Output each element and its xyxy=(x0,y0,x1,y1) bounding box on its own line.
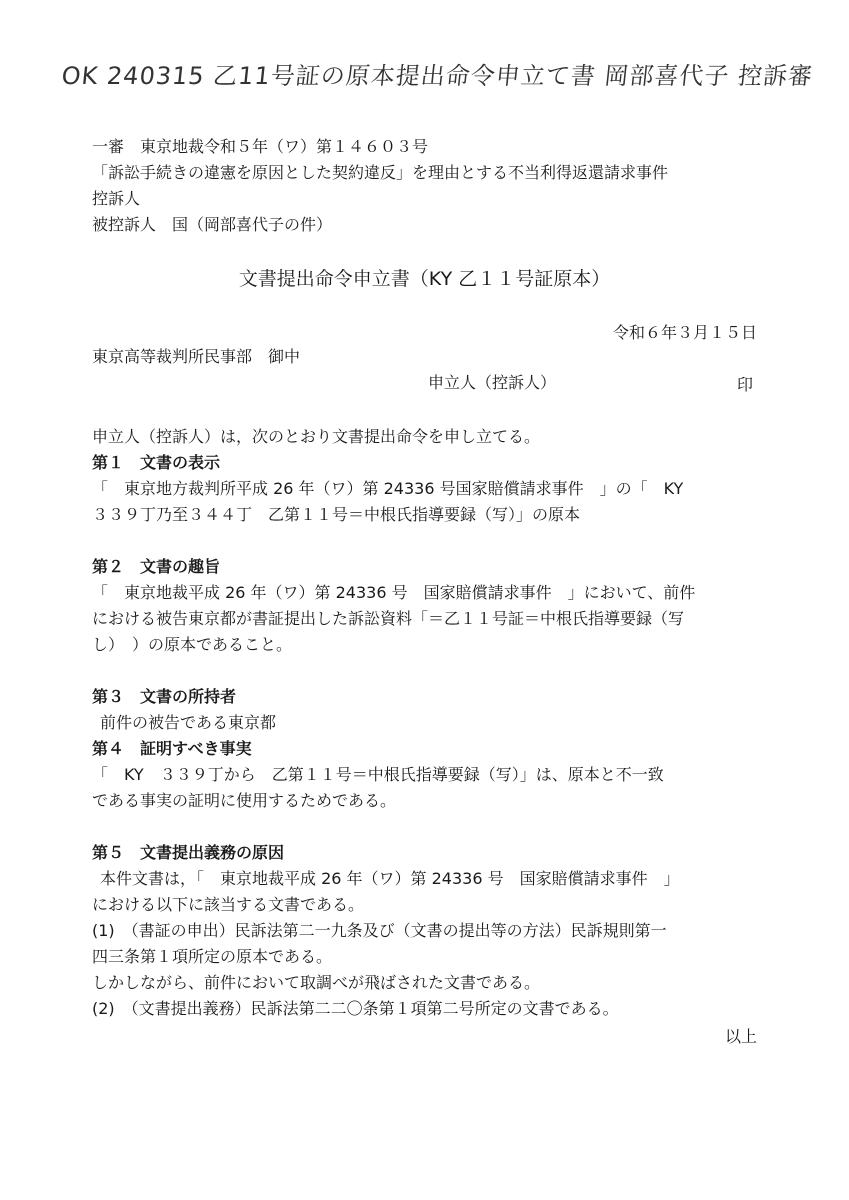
document-title: 文書提出命令申立書（KY 乙１１号証原本） xyxy=(238,268,611,290)
section-5-text: における以下に該当する文書である。 xyxy=(92,895,365,914)
handwritten-note: OK 240315 乙11号証の原本提出命令申立て書 岡部喜代子 控訴審 xyxy=(60,62,815,90)
section-1-heading: 第１ 文書の表示 xyxy=(92,453,221,472)
section-4-heading: 第４ 証明すべき事実 xyxy=(92,739,252,758)
section-3-text: 前件の被告である東京都 xyxy=(100,713,277,732)
intro-text: 申立人（控訴人）は，次のとおり文書提出命令を申し立てる。 xyxy=(92,427,541,446)
section-2-text: 「 東京地裁平成 26 年（ワ）第 24336 号 国家賠償請求事件 」において、前件 xyxy=(92,583,696,602)
section-5-heading: 第５ 文書提出義務の原因 xyxy=(92,843,285,862)
section-5-text: (1) （書証の申出）民訴法第二一九条及び（文書の提出等の方法）民訴規則第一 xyxy=(92,921,667,940)
closing-text: 以上 xyxy=(724,1027,757,1046)
appellant-line: 控訴人 xyxy=(92,189,141,208)
section-5-text: (2) （文書提出義務）民訴法第二二〇条第１項第二号所定の文書である。 xyxy=(92,999,619,1018)
date: 令和６年３月１５日 xyxy=(612,323,757,342)
section-2-text: における被告東京都が書証提出した訴訟資料「＝乙１１号証＝中根氏指導要録（写 xyxy=(92,609,685,628)
seal-mark: 印 xyxy=(736,375,753,394)
section-2-heading: 第２ 文書の趣旨 xyxy=(92,557,221,576)
section-4-text: である事実の証明に使用するためである。 xyxy=(92,791,397,810)
appellee-line: 被控訴人 国（岡部喜代子の件） xyxy=(92,215,333,234)
section-1-text: ３３９丁乃至３４４丁 乙第１１号＝中根氏指導要録（写）」の原本 xyxy=(92,505,581,524)
section-5-text: 四三条第１項所定の原本である。 xyxy=(92,947,333,966)
section-1-text: 「 東京地方裁判所平成 26 年（ワ）第 24336 号国家賠償請求事件 」の「 KY xyxy=(92,479,684,498)
section-4-text: 「 KY ３３９丁から 乙第１１号＝中根氏指導要録（写）」は、原本と不一致 xyxy=(92,765,664,784)
petitioner-label: 申立人（控訴人） xyxy=(428,373,557,392)
addressee: 東京高等裁判所民事部 御中 xyxy=(92,347,301,366)
section-5-text: しかしながら、前件において取調べが飛ばされた文書である。 xyxy=(92,973,541,992)
section-3-heading: 第３ 文書の所持者 xyxy=(92,687,237,706)
first-instance-line: 一審 東京地裁令和５年（ワ）第１４６０３号 xyxy=(92,137,429,156)
section-5-text: 本件文書は，「 東京地裁平成 26 年（ワ）第 24336 号 国家賠償請求事件 」 xyxy=(100,869,680,888)
case-name-line: 「訴訟手続きの違憲を原因とした契約違反」を理由とする不当利得返還請求事件 xyxy=(92,163,669,182)
section-2-text: し） ）の原本であること。 xyxy=(92,635,293,654)
